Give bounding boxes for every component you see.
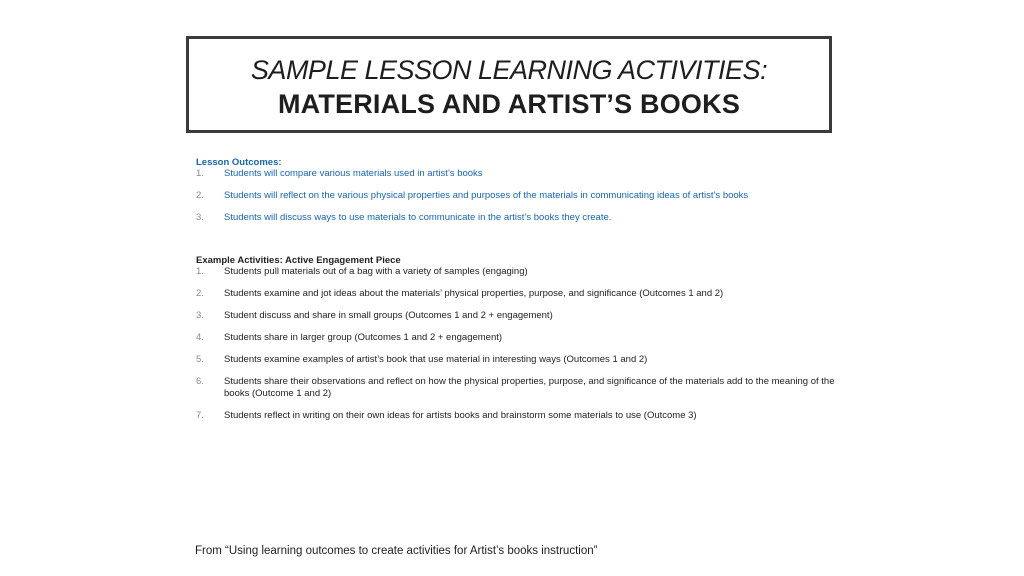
list-item xyxy=(196,212,836,224)
list-text: Students examine examples of artist’s book that use material in interesting ways (Outcomes 1 and 2) xyxy=(224,354,648,365)
list-item xyxy=(196,354,836,366)
list-text: Students pull materials out of a bag with a variety of samples (engaging) xyxy=(224,266,528,277)
list-number: 1. xyxy=(196,168,204,179)
list-number: 5. xyxy=(196,354,204,365)
list-text: Students will discuss ways to use materials to communicate in the artist’s books they create. xyxy=(224,212,612,223)
activities-list xyxy=(196,266,836,422)
list-item xyxy=(196,310,836,322)
title-line-2: MATERIALS AND ARTIST’S BOOKS xyxy=(277,89,741,119)
list-number: 7. xyxy=(196,410,204,421)
list-number: 3. xyxy=(196,310,204,321)
list-text: Students will reflect on the various physical properties and purposes of the materials in communicating ideas of artist’s books xyxy=(224,190,749,201)
list-item xyxy=(196,288,836,300)
list-number: 1. xyxy=(196,266,204,277)
list-text: Students reflect in writing on their own ideas for artists books and brainstorm some materials to use (Outcome 3) xyxy=(224,410,697,421)
list-number: 3. xyxy=(196,212,204,223)
list-number: 4. xyxy=(196,332,204,343)
title-box xyxy=(186,36,832,133)
title-line-1: SAMPLE LESSON LEARNING ACTIVITIES: xyxy=(250,55,768,85)
list-number: 6. xyxy=(196,376,204,387)
list-item xyxy=(196,332,836,344)
list-text: Students will compare various materials used in artist’s books xyxy=(224,168,483,179)
source-citation: From “Using learning outcomes to create activities for Artist’s books instruction” xyxy=(195,545,598,557)
list-number: 2. xyxy=(196,190,204,201)
list-number: 2. xyxy=(196,288,204,299)
list-text: Students share in larger group (Outcomes 1 and 2 + engagement) xyxy=(224,332,503,343)
list-text: Students share their observations and reflect on how the physical properties, purpose, and significance of the materials add to the meaning of the books (Outcome 1 and 2) xyxy=(224,376,835,399)
list-item xyxy=(196,266,836,278)
list-item xyxy=(196,190,836,202)
outcomes-heading: Lesson Outcomes: xyxy=(196,157,282,168)
slide-content xyxy=(196,150,836,432)
activities-heading: Example Activities: Active Engagement Piece xyxy=(196,255,401,266)
list-text: Students examine and jot ideas about the materials’ physical properties, purpose, and significance (Outcomes 1 and 2) xyxy=(224,288,724,299)
list-text: Student discuss and share in small groups (Outcomes 1 and 2 + engagement) xyxy=(224,310,553,321)
list-item xyxy=(196,410,836,422)
list-item xyxy=(196,168,836,180)
outcomes-list xyxy=(196,168,836,224)
list-item xyxy=(196,376,836,400)
